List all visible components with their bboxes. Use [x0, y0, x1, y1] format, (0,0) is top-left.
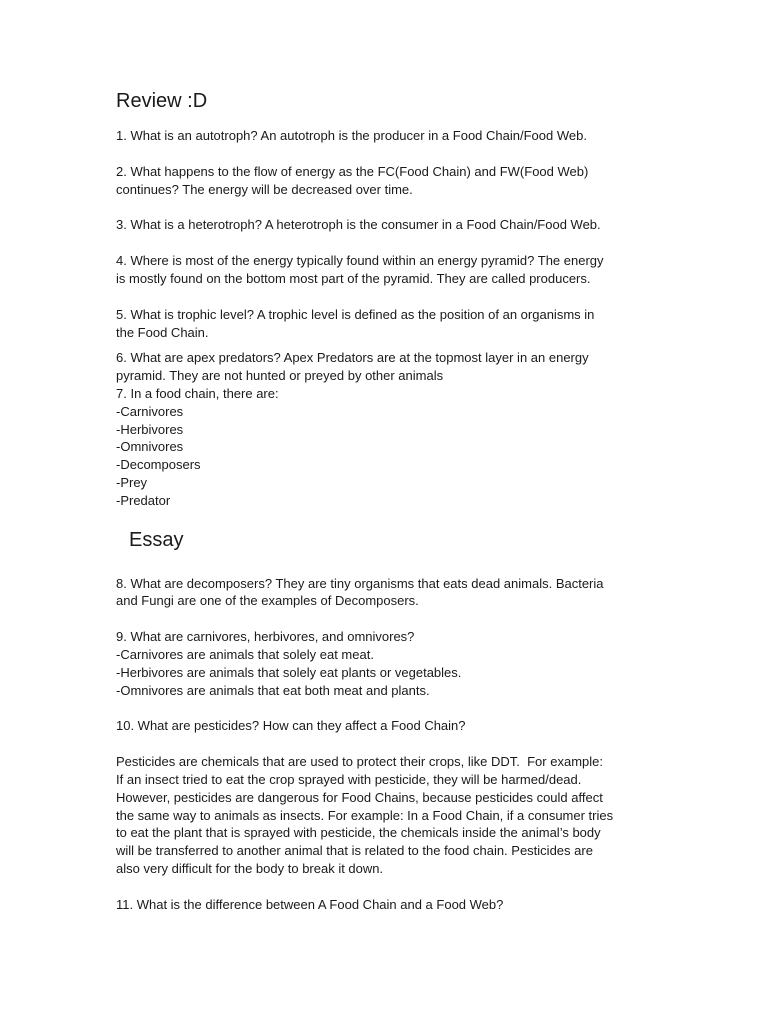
question-6	[116, 349, 656, 385]
text-line: 8. What are decomposers? They are tiny organisms that eats dead animals. Bacteria	[116, 575, 604, 591]
text-line: Pesticides are chemicals that are used to protect their crops, like DDT. For example:	[116, 754, 603, 770]
text-line: 7. In a food chain, there are:	[116, 385, 279, 401]
text-line: will be transferred to another animal that is related to the food chain. Pesticides are	[116, 843, 593, 859]
text-line: 9. What are carnivores, herbivores, and omnivores?	[116, 629, 415, 645]
question-5	[116, 306, 656, 342]
text-line: If an insect tried to eat the crop sprayed with pesticide, they will be harmed/dead.	[116, 771, 582, 787]
list-item: -Carnivores	[116, 403, 184, 419]
question-2	[116, 163, 656, 199]
text-line: 3. What is a heterotroph? A heterotroph is the consumer in a Food Chain/Food Web.	[116, 217, 601, 233]
pesticides-answer	[116, 753, 656, 878]
text-line: the same way to animals as insects. For example: In a Food Chain, if a consumer tries	[116, 807, 614, 823]
list-item: -Predator	[116, 492, 171, 508]
question-8	[116, 575, 656, 611]
text-line: 10. What are pesticides? How can they affect a Food Chain?	[116, 718, 466, 734]
text-line: However, pesticides are dangerous for Food Chains, because pesticides could affect	[116, 789, 603, 805]
text-line: the Food Chain.	[116, 324, 209, 340]
text-line: 6. What are apex predators? Apex Predators are at the topmost layer in an energy	[116, 350, 589, 366]
question-11	[116, 896, 656, 914]
question-7	[116, 385, 656, 510]
question-1	[116, 127, 656, 145]
text-line: also very difficult for the body to break it down.	[116, 860, 384, 876]
text-line: 5. What is trophic level? A trophic level is defined as the position of an organisms in	[116, 306, 595, 322]
list-item: -Omnivores	[116, 439, 184, 455]
essay-heading: Essay	[129, 528, 184, 551]
question-10	[116, 717, 656, 735]
text-line: and Fungi are one of the examples of Decomposers.	[116, 593, 419, 609]
question-3	[116, 216, 656, 234]
text-line: continues? The energy will be decreased over time.	[116, 181, 413, 197]
page-title: Review :D	[116, 90, 208, 112]
document-body	[116, 88, 656, 914]
list-item: -Decomposers	[116, 457, 201, 473]
list-item: -Herbivores are animals that solely eat plants or vegetables.	[116, 664, 462, 680]
list-item: -Prey	[116, 474, 148, 490]
question-9	[116, 628, 656, 699]
list-item: -Omnivores are animals that eat both meat and plants.	[116, 682, 430, 698]
text-line: is mostly found on the bottom most part of the pyramid. They are called producers.	[116, 270, 591, 286]
text-line: 11. What is the difference between A Food Chain and a Food Web?	[116, 896, 504, 912]
list-item: -Carnivores are animals that solely eat meat.	[116, 646, 374, 662]
text-line: 2. What happens to the flow of energy as the FC(Food Chain) and FW(Food Web)	[116, 163, 589, 179]
text-line: 4. Where is most of the energy typically found within an energy pyramid? The energy	[116, 253, 604, 269]
text-line: pyramid. They are not hunted or preyed by other animals	[116, 368, 444, 384]
list-item: -Herbivores	[116, 421, 184, 437]
question-4	[116, 252, 656, 288]
text-line: to eat the plant that is sprayed with pesticide, the chemicals inside the animal’s body	[116, 825, 601, 841]
text-line: 1. What is an autotroph? An autotroph is the producer in a Food Chain/Food Web.	[116, 128, 587, 143]
